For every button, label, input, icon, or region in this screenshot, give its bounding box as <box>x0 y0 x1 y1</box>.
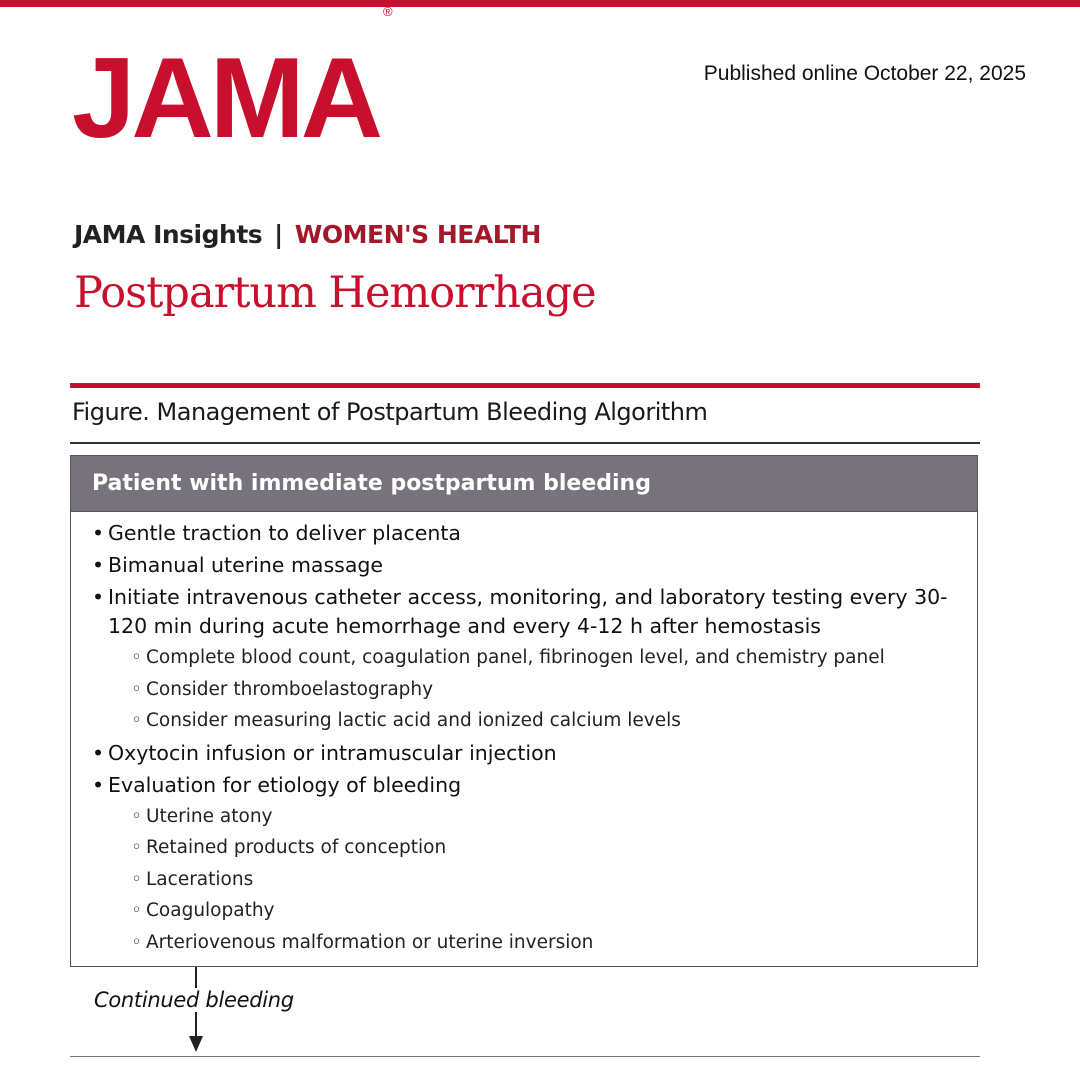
algorithm-substep-list <box>71 644 977 735</box>
registered-mark: ® <box>383 4 393 19</box>
kicker-separator: | <box>274 220 283 249</box>
algorithm-step <box>71 519 977 548</box>
algorithm-substep: ◦ Retained products of conception <box>71 834 977 862</box>
algorithm-substep: ◦ Consider measuring lactic acid and ionized calcium levels <box>71 707 977 735</box>
algorithm-step-text: • Initiate intravenous catheter access, monitoring, and laboratory testing every 30-120 min during acute hemorrhage and every 4-12 h after hemostasis <box>71 583 977 641</box>
algorithm-step <box>71 771 977 957</box>
algorithm-substep-list <box>71 803 977 957</box>
jama-logo <box>72 4 393 162</box>
algorithm-step-list <box>71 512 977 957</box>
algorithm-box <box>70 455 978 967</box>
logo-text: JAMA <box>72 35 380 162</box>
top-accent-bar <box>0 0 1080 7</box>
figure-top-rule <box>70 383 980 388</box>
algorithm-step <box>71 583 977 735</box>
algorithm-step-text: • Evaluation for etiology of bleeding <box>71 771 977 800</box>
algorithm-step-text: • Gentle traction to deliver placenta <box>71 519 977 548</box>
algorithm-substep: ◦ Coagulopathy <box>71 897 977 925</box>
flow-label: Continued bleeding <box>94 988 294 1012</box>
algorithm-step <box>71 739 977 768</box>
algorithm-step-text: • Bimanual uterine massage <box>71 551 977 580</box>
algorithm-substep: ◦ Arteriovenous malformation or uterine inversion <box>71 929 977 957</box>
article-kicker <box>74 220 541 249</box>
series-label: JAMA Insights <box>74 220 263 249</box>
figure-title-rule <box>70 442 980 444</box>
figure-title: Figure. Management of Postpartum Bleeding Algorithm <box>72 398 708 426</box>
algorithm-substep: ◦ Lacerations <box>71 866 977 894</box>
algorithm-substep: ◦ Consider thromboelastography <box>71 676 977 704</box>
algorithm-step-text: • Oxytocin infusion or intramuscular injection <box>71 739 977 768</box>
algorithm-substep: ◦ Complete blood count, coagulation panel, fibrinogen level, and chemistry panel <box>71 644 977 672</box>
arrow-down-icon <box>189 1036 203 1052</box>
algorithm-substep: ◦ Uterine atony <box>71 803 977 831</box>
algorithm-box-header: Patient with immediate postpartum bleeding <box>71 456 977 512</box>
bottom-rule <box>70 1056 980 1057</box>
section-label: WOMEN'S HEALTH <box>294 220 541 249</box>
article-title: Postpartum Hemorrhage <box>74 268 596 318</box>
published-date: Published online October 22, 2025 <box>703 62 1026 85</box>
algorithm-step <box>71 551 977 580</box>
